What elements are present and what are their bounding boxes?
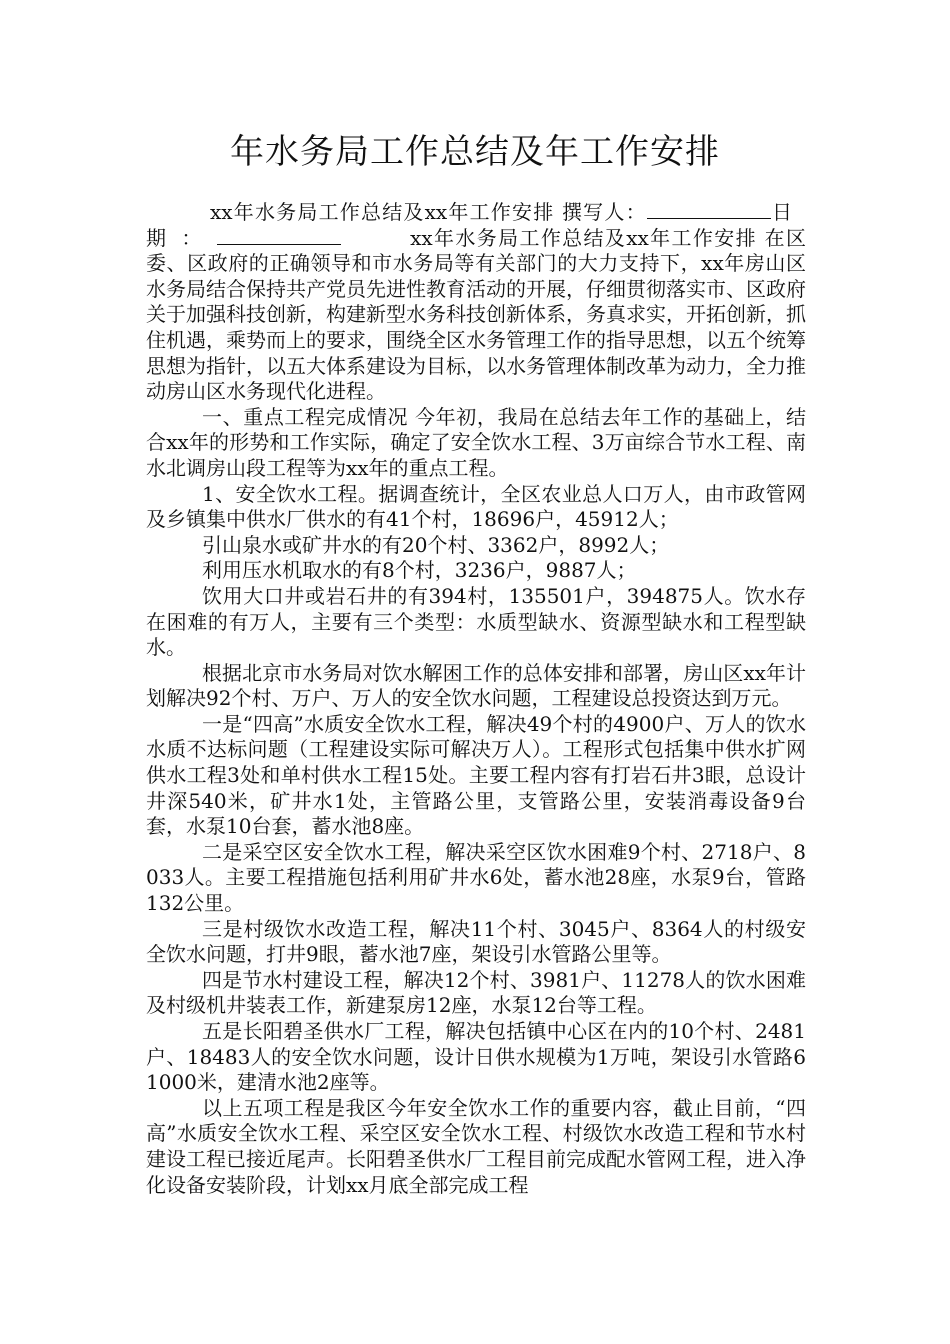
paragraph-6: 根据北京市水务局对饮水解困工作的总体安排和部署，房山区xx年计划解决92个村、万户、万人的安全饮水问题，工程建设总投资达到万元。 <box>146 660 806 711</box>
header-paragraph <box>146 200 806 405</box>
document-body <box>146 200 806 1198</box>
header-trail: xx年水务局工作总结及xx年工作安排 在区委、区政府的正确领导和市水务局等有关部门的大力支持下，xx年房山区水务局结合保持共产党员先进性教育活动的开展，仔细贯彻落实市、区政府关于加强科技创新，构建新型水务科技创新体系，务真求实，开拓创新，抓住机遇，乘势而上的要求，围绕全区水务管理工作的指导思想，以五个统筹思想为指针，以五大体系建设为目标，以水务管理体制改革为动力，全力推动房山区水务现代化进程。 <box>146 225 807 404</box>
paragraph-7: 一是“四高”水质安全饮水工程，解决49个村的4900户、万人的饮水水质不达标问题（工程建设实际可解决万人）。工程形式包括集中供水扩网供水工程3处和单村供水工程15处。主要工程内容有打岩石井3眼，总设计井深540米，矿井水1处，主管路公里，支管路公里，安装消毒设备9台套，水泵10台套，蓄水池8座。 <box>146 711 806 839</box>
paragraph-12: 以上五项工程是我区今年安全饮水工作的重要内容，截止目前，“四高”水质安全饮水工程、采空区安全饮水工程、村级饮水改造工程和节水村建设工程已接近尾声。长阳碧圣供水厂工程目前完成配水管网工程，进入净化设备安装阶段，计划xx月底全部完成工程 <box>146 1095 806 1197</box>
paragraph-8: 二是采空区安全饮水工程，解决采空区饮水困难9个村、2718户、8033人。主要工程措施包括利用矿井水6处，蓄水池28座，水泵9台，管路132公里。 <box>146 839 806 916</box>
paragraph-4: 利用压水机取水的有8个村，3236户，9887人； <box>202 558 637 583</box>
author-blank <box>647 200 771 219</box>
paragraph-9: 三是村级饮水改造工程，解决11个村、3045户、8364人的村级安全饮水问题，打井9眼，蓄水池7座，架设引水管路公里等。 <box>146 916 806 967</box>
paragraph-10: 四是节水村建设工程，解决12个村、3981户、11278人的饮水困难及村级机井装表工作，新建泵房12座，水泵12台等工程。 <box>146 967 806 1018</box>
date-label: 日期： <box>146 200 807 250</box>
paragraph-11: 五是长阳碧圣供水厂工程，解决包括镇中心区在内的10个村、2481户、18483人的安全饮水问题，设计日供水规模为1万吨，架设引水管路61000米，建清水池2座等。 <box>146 1019 806 1095</box>
paragraph-2: 1、安全饮水工程。据调查统计，全区农业总人口万人，由市政管网及乡镇集中供水厂供水的有41个村，18696户，45912人； <box>146 481 806 532</box>
date-blank <box>217 226 341 245</box>
paragraph-3: 引山泉水或矿井水的有20个村、3362户，8992人； <box>202 532 670 557</box>
paragraph-5: 饮用大口井或岩石井的有394村，135501户，394875人。饮水存在困难的有万人，主要有三个类型：水质型缺水、资源型缺水和工程型缺水。 <box>146 583 806 660</box>
header-lead: xx年水务局工作总结及xx年工作安排 撰写人： <box>210 200 647 224</box>
document-title: 年水务局工作总结及年工作安排 <box>230 132 720 172</box>
paragraph-1: 一、重点工程完成情况 今年初，我局在总结去年工作的基础上，结合xx年的形势和工作实际，确定了安全饮水工程、3万亩综合节水工程、南水北调房山段工程等为xx年的重点工程。 <box>146 404 806 480</box>
